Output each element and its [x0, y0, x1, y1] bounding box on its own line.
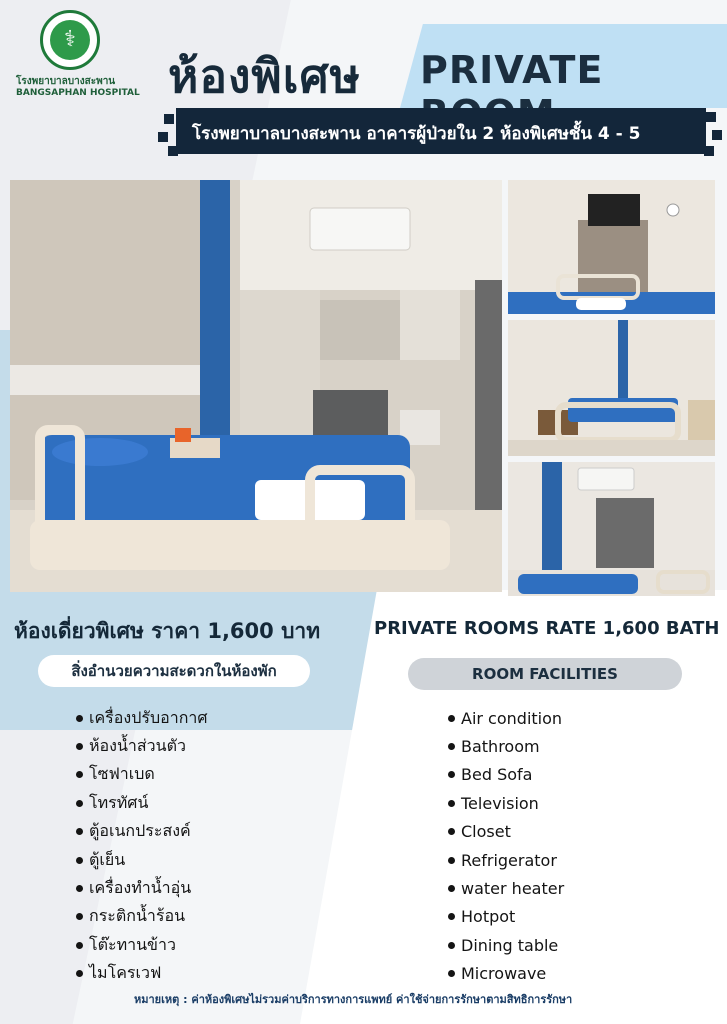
list-item: ห้องน้ำส่วนตัว: [76, 732, 208, 760]
list-item: กระติกน้ำร้อน: [76, 903, 208, 931]
list-item: ตู้อเนกประสงค์: [76, 818, 208, 846]
bullet-icon: [448, 942, 455, 949]
bullet-icon: [448, 800, 455, 807]
room-photo-main: [10, 180, 502, 592]
bullet-icon: [76, 828, 83, 835]
subtitle-text: โรงพยาบาลบางสะพาน อาคารผู้ป่วยใน 2 ห้องพิเศษชั้น 4 - 5: [192, 124, 641, 144]
bullet-icon: [76, 715, 83, 722]
bullet-icon: [448, 885, 455, 892]
bullet-icon: [76, 800, 83, 807]
bullet-icon: [76, 913, 83, 920]
list-item: Closet: [448, 818, 564, 846]
list-item: Bathroom: [448, 732, 564, 760]
bullet-icon: [76, 970, 83, 977]
caduceus-icon: ⚕: [50, 20, 90, 60]
facility-list-en: [448, 704, 564, 988]
page-title-en: PRIVATE: [420, 48, 604, 92]
bullet-icon: [448, 913, 455, 920]
list-item: Refrigerator: [448, 846, 564, 874]
facilities-heading-th: สิ่งอำนวยความสะดวกในห้องพัก: [38, 655, 310, 687]
pixel-decoration: [712, 130, 722, 140]
list-item: โต๊ะทานข้าว: [76, 931, 208, 959]
bullet-icon: [448, 743, 455, 750]
pixel-decoration: [706, 112, 716, 122]
room-photo-cabinet: [508, 462, 715, 596]
rate-heading-th: ห้องเดี่ยวพิเศษ ราคา 1,600 บาท: [14, 619, 321, 643]
facility-list-th: [76, 704, 208, 988]
pixel-decoration: [158, 132, 168, 142]
list-item: Air condition: [448, 704, 564, 732]
list-item: โทรทัศน์: [76, 789, 208, 817]
pixel-decoration: [168, 146, 178, 156]
list-item: Microwave: [448, 960, 564, 988]
footnote: หมายเหตุ : ค่าห้องพิเศษไม่รวมค่าบริการทางการแพทย์ ค่าใช้จ่ายการรักษาตามสิทธิการรักษา: [134, 993, 573, 1006]
list-item: เครื่องทำน้ำอุ่น: [76, 874, 208, 902]
bullet-icon: [76, 771, 83, 778]
facilities-heading-en: ROOM FACILITIES: [408, 658, 682, 690]
bullet-icon: [448, 970, 455, 977]
hospital-name-en: BANGSAPHAN HOSPITAL: [16, 88, 140, 98]
list-item: ไมโครเวฟ: [76, 960, 208, 988]
list-item: เครื่องปรับอากาศ: [76, 704, 208, 732]
list-item: water heater: [448, 874, 564, 902]
list-item: ตู้เย็น: [76, 846, 208, 874]
bullet-icon: [448, 715, 455, 722]
bullet-icon: [76, 885, 83, 892]
bullet-icon: [448, 857, 455, 864]
room-photo-bed: [508, 320, 715, 456]
bullet-icon: [448, 828, 455, 835]
hospital-logo: [40, 10, 100, 70]
bullet-icon: [76, 743, 83, 750]
list-item: Bed Sofa: [448, 761, 564, 789]
rate-heading-en: PRIVATE ROOMS RATE 1,600 BATH: [374, 618, 720, 639]
bullet-icon: [76, 857, 83, 864]
hospital-name-th: โรงพยาบาลบางสะพาน: [16, 76, 116, 87]
room-photo-tv: [508, 180, 715, 314]
bullet-icon: [76, 942, 83, 949]
page-title-th: ห้องพิเศษ: [168, 49, 361, 103]
bullet-icon: [448, 771, 455, 778]
list-item: Hotpot: [448, 903, 564, 931]
pixel-decoration: [704, 146, 714, 156]
list-item: Dining table: [448, 931, 564, 959]
list-item: โซฟาเบด: [76, 761, 208, 789]
list-item: Television: [448, 789, 564, 817]
pixel-decoration: [164, 114, 174, 124]
